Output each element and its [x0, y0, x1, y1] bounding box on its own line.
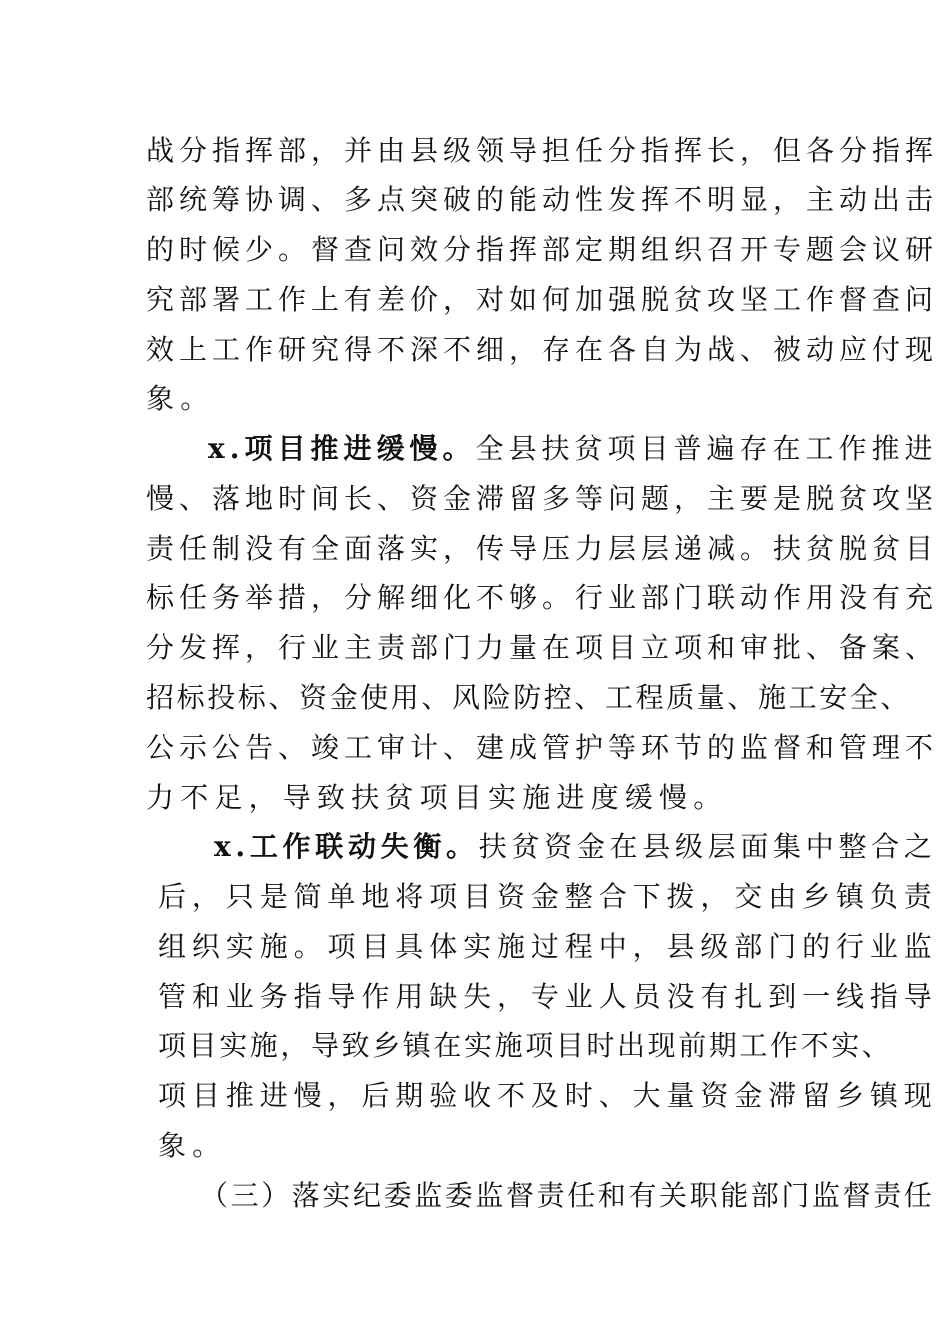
paragraph-3-line-5: 项目实施，导致乡镇在实施项目时出现前期工作不实、	[158, 1029, 893, 1062]
paragraph-1-line-6: 象。	[146, 382, 215, 415]
paragraph-1-line-5: 效上工作研究得不深不细，存在各自为战、被动应付现	[146, 333, 939, 366]
paragraph-3-line-4: 管和业务指导作用缺失，专业人员没有扎到一线指导	[158, 980, 938, 1013]
section-heading: （三）落实纪委监委监督责任和有关职能部门监督责任	[200, 1179, 935, 1212]
paragraph-3-line-7: 象。	[158, 1129, 227, 1162]
paragraph-2-lead: x.项目推进缓慢。	[208, 432, 476, 465]
paragraph-2-line-1	[208, 431, 937, 467]
paragraph-2-line-3: 责任制没有全面落实，传导压力层层递减。扶贫脱贫目	[146, 532, 939, 565]
paragraph-2-line-5: 分发挥，行业主责部门力量在项目立项和审批、备案、	[146, 631, 939, 664]
paragraph-3-first-rest: 扶贫资金在县级层面集中整合之	[478, 830, 937, 863]
paragraph-3-line-1	[214, 829, 937, 865]
paragraph-3-line-2: 后，只是简单地将项目资金整合下拨，交由乡镇负责	[158, 880, 938, 913]
paragraph-1-line-3: 的时候少。督查问效分指挥部定期组织召开专题会议研	[146, 233, 939, 266]
paragraph-2-line-8: 力不足，导致扶贫项目实施进度缓慢。	[146, 781, 728, 814]
paragraph-1-line-4: 究部署工作上有差价，对如何加强脱贫攻坚工作督查问	[146, 283, 939, 316]
paragraph-2-line-2: 慢、落地时间长、资金滞留多等问题，主要是脱贫攻坚	[146, 482, 939, 515]
paragraph-3-lead: x.工作联动失衡。	[214, 830, 479, 863]
paragraph-3-line-6: 项目推进慢，后期验收不及时、大量资金滞留乡镇现	[158, 1079, 938, 1112]
paragraph-2-line-7: 公示公告、竣工审计、建成管护等环节的监督和管理不	[146, 731, 939, 764]
paragraph-3-line-3: 组织实施。项目具体实施过程中，县级部门的行业监	[158, 930, 938, 963]
paragraph-1-line-1: 战分指挥部，并由县级领导担任分指挥长，但各分指挥	[146, 134, 939, 167]
paragraph-1-line-2: 部统筹协调、多点突破的能动性发挥不明显，主动出击	[146, 183, 939, 216]
paragraph-2-line-6: 招标投标、资金使用、风险防控、工程质量、施工安全、	[146, 681, 912, 714]
paragraph-2-line-4: 标任务举措，分解细化不够。行业部门联动作用没有充	[146, 581, 939, 614]
paragraph-2-first-rest: 全县扶贫项目普遍存在工作推进	[475, 432, 938, 465]
